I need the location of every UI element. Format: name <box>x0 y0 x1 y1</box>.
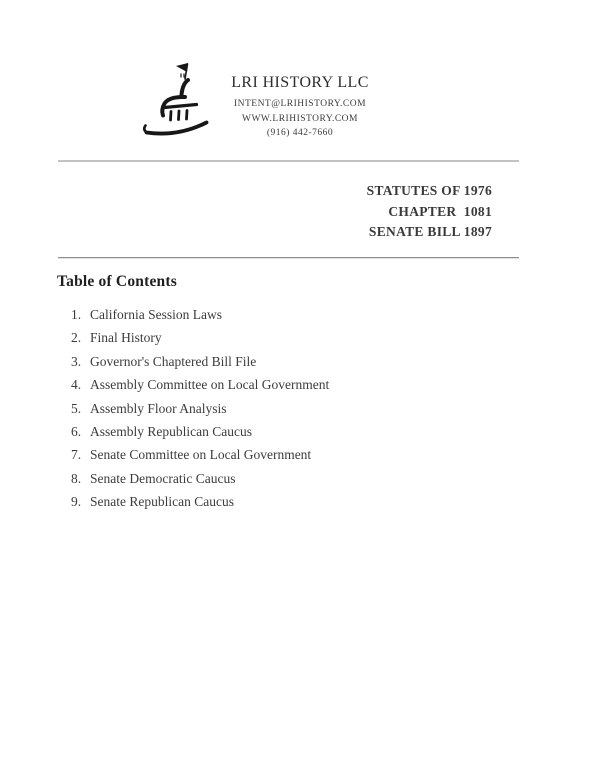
toc-item-label: Senate Republican Caucus <box>90 494 234 510</box>
toc-item-number: 1. <box>71 307 82 322</box>
statute-reference-block <box>367 181 492 243</box>
toc-item <box>71 350 329 373</box>
toc-item-label: Senate Committee on Local Government <box>90 447 312 463</box>
divider-middle <box>58 257 519 259</box>
divider-top <box>58 160 519 162</box>
toc-item-number: 8. <box>71 470 82 486</box>
toc-item <box>71 303 329 326</box>
toc-item-label: Governor's Chaptered Bill File <box>90 353 257 369</box>
toc-list <box>71 303 329 514</box>
toc-item-label: Senate Democratic Caucus <box>90 470 236 486</box>
toc-item-number: 3. <box>71 353 82 369</box>
senate-bill-line: SENATE BILL 1897 <box>368 224 492 239</box>
company-website: WWW.LRIHISTORY.COM <box>242 113 358 124</box>
toc-item-label: California Session Laws <box>90 307 222 322</box>
toc-item-number: 5. <box>71 400 82 416</box>
toc-item <box>71 373 329 396</box>
toc-item-number: 4. <box>71 377 82 393</box>
company-phone: (916) 442-7660 <box>266 128 334 138</box>
toc-item-label: Assembly Committee on Local Government <box>90 377 330 393</box>
toc-title: Table of Contents <box>57 273 177 290</box>
chapter-line: CHAPTER 1081 <box>388 203 492 219</box>
toc-item-label: Assembly Floor Analysis <box>90 400 227 416</box>
toc-item <box>71 420 329 443</box>
toc-item <box>71 443 329 466</box>
company-email: INTENT@LRIHISTORY.COM <box>233 99 367 109</box>
toc-item <box>71 326 329 349</box>
toc-item <box>71 397 329 420</box>
toc-item-label: Assembly Republican Caucus <box>90 424 252 440</box>
statutes-year-line: STATUTES OF 1976 <box>366 183 492 198</box>
toc-item <box>71 467 329 490</box>
toc-item-number: 2. <box>71 330 82 346</box>
toc-item-number: 7. <box>71 447 82 463</box>
toc-item <box>71 490 329 513</box>
toc-item-number: 6. <box>71 424 82 440</box>
toc-item-label: Final History <box>90 330 162 346</box>
toc-item-number: 9. <box>71 494 82 510</box>
company-name: LRI HISTORY LLC <box>231 74 369 91</box>
letterhead <box>0 74 600 141</box>
